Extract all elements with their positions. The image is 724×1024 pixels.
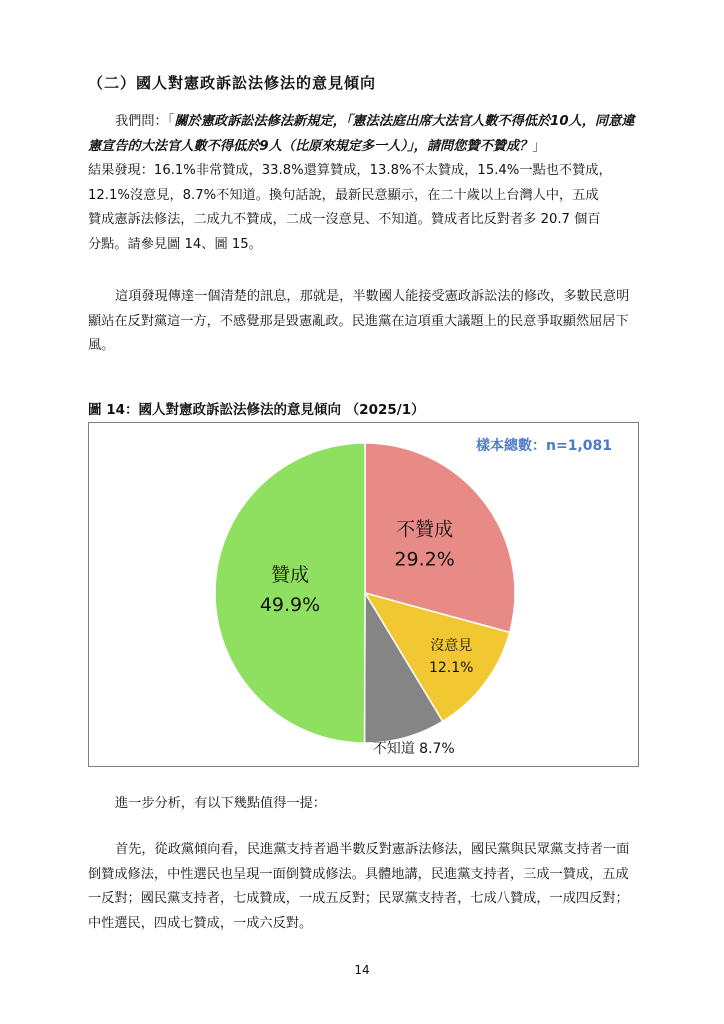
paragraph-analysis-intro: 進一步分析，有以下幾點值得一提： bbox=[115, 796, 326, 811]
pie-value-3: 49.9% bbox=[259, 593, 321, 616]
figure-caption: 圖 14：國人對憲政訴訟法修法的意見傾向 （2025/1） bbox=[88, 402, 425, 418]
paragraph-message: 這項發現傳達一個清楚的訊息，那就是，半數國人能接受憲政訴訟法的修改，多數民意明顯站在反對黨這一方，不感覺那是毀憲亂政。民進黨在這項重大議題上的民意爭取顯然屈居下風。 bbox=[88, 289, 630, 353]
results-line-1: 結果發現：16.1%非常贊成，33.8%還算贊成，13.8%不太贊成，15.4%一點也不贊成， bbox=[88, 163, 612, 178]
paragraph-party-analysis: 首先，從政黨傾向看，民進黨支持者過半數反對憲訴法修法，國民黨與民眾黨支持者一面倒贊成修法，中性選民也呈現一面倒贊成修法。具體地講，民進黨支持者，三成一贊成，五成一反對；國民黨支持者，七成贊成，一成五反對；民眾黨支持者，七成八贊成，一成四反對；中性選民，四成七贊成，一成六反對。 bbox=[88, 842, 630, 931]
results-line-4: 分點。請參見圖 14、圖 15。 bbox=[88, 236, 262, 252]
pie-label-0: 不贊成 bbox=[396, 518, 454, 541]
pie-label-1: 沒意見 bbox=[430, 638, 473, 655]
pie-label-2: 不知道 8.7% bbox=[372, 741, 455, 758]
paragraph-results bbox=[88, 110, 640, 257]
section-heading: （二）國人對憲政訴訟法修法的意見傾向 bbox=[88, 74, 377, 92]
pie-value-1: 12.1% bbox=[428, 660, 474, 677]
pie-label-3: 贊成 bbox=[270, 563, 310, 586]
pie-chart-frame bbox=[88, 422, 639, 767]
results-line-2: 12.1%沒意見，8.7%不知道。換句話說，最新民意顯示，在二十歲以上台灣人中，五成 bbox=[88, 187, 599, 203]
pie-chart bbox=[89, 423, 638, 766]
pie-value-0: 29.2% bbox=[394, 548, 455, 571]
results-line-3: 贊成憲訴法修法，二成九不贊成，二成一沒意見、不知道。贊成者比反對者多 20.7 個百 bbox=[88, 212, 601, 227]
sample-size-label: 樣本總數：n=1,081 bbox=[476, 438, 612, 454]
survey-question: 關於憲政訴訟法修法新規定，「憲法法庭出席大法官人數不得低於10人，同意違憲宣告的大法官人數不得低於9人（比原來規定多一人）」，請問您贊不贊成？ bbox=[88, 114, 635, 154]
page-number: 14 bbox=[354, 963, 370, 977]
question-text: 我們問：「關於憲政訴訟法修法新規定，「憲法法庭出席大法官人數不得低於10人，同意違憲宣告的大法官人數不得低於9人（比原來規定多一人）」，請問您贊不贊成？」 bbox=[88, 114, 635, 154]
